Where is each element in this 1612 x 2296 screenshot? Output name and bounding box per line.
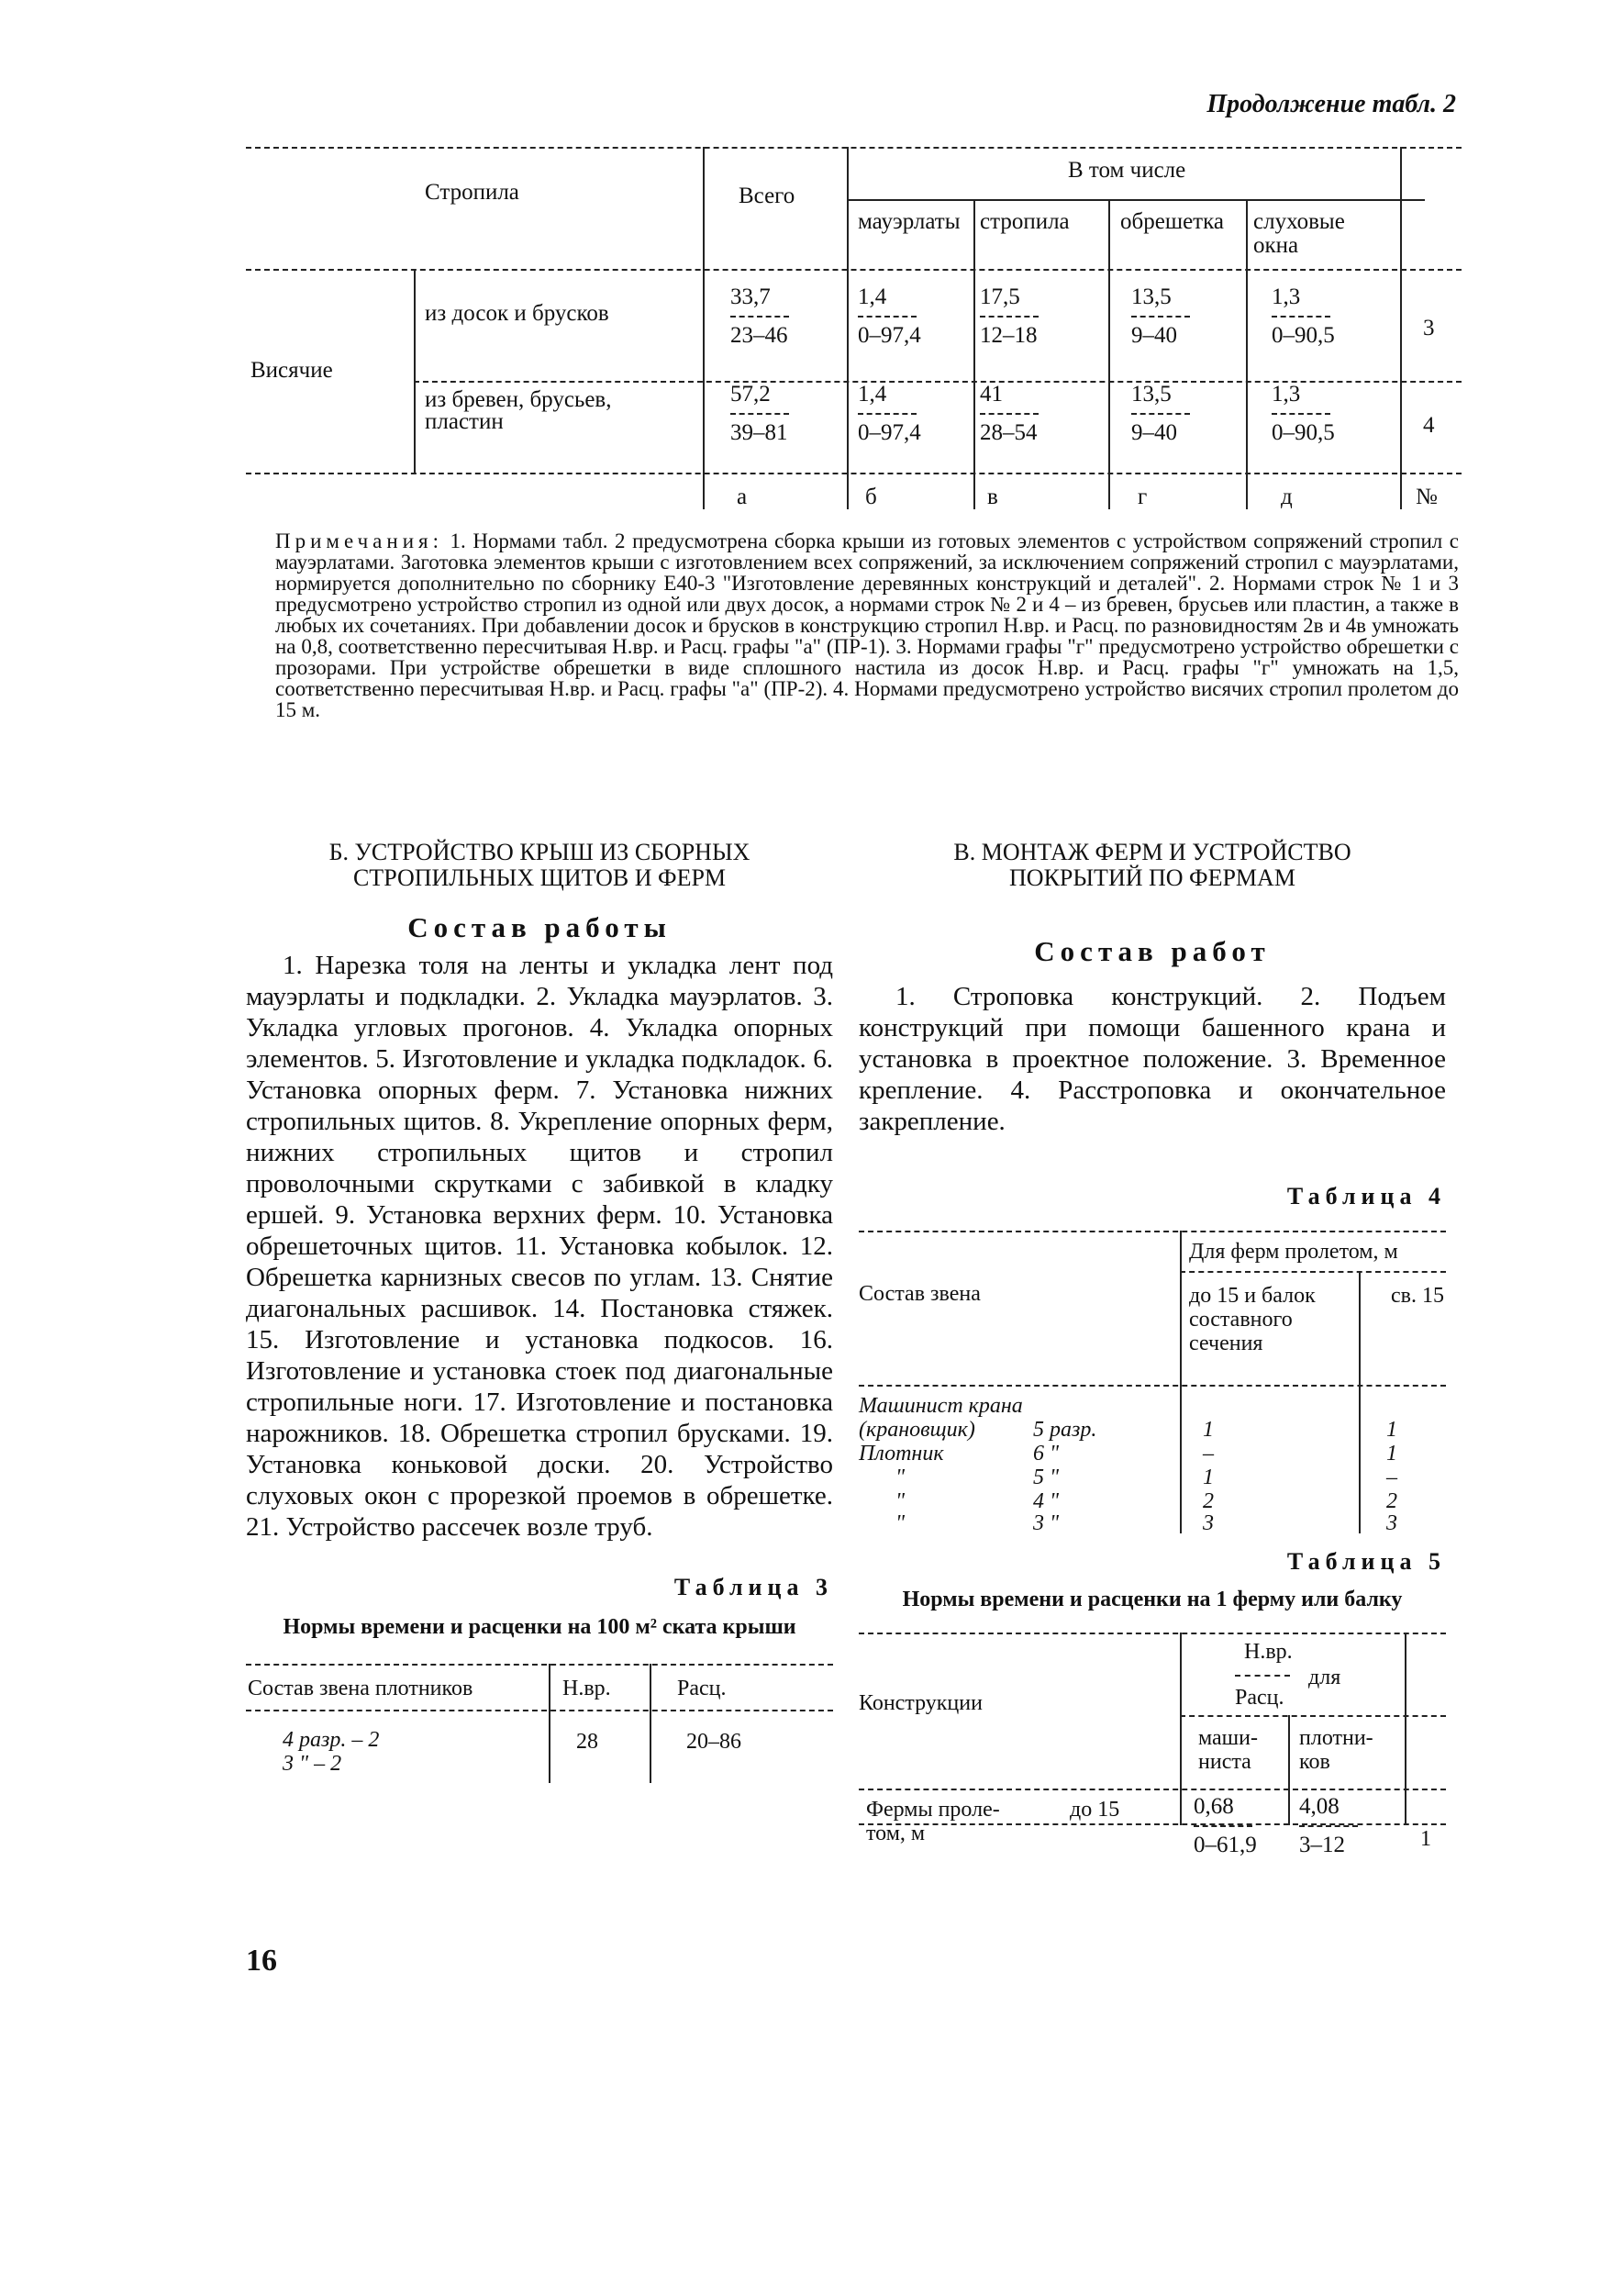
section-c-text: 1. Строповка конструкций. 2. Подъем конструкций при помощи башенного крана и установка в проектное положение. 3. Временное крепление. 4. Расстроповка и окончательное закрепление. — [859, 982, 1446, 1136]
header-for: для — [1308, 1666, 1341, 1689]
column-letter: б — [865, 485, 877, 509]
rafters-value: 41 28–54 — [980, 382, 1038, 445]
crew-grade: 3 " — [1033, 1511, 1060, 1535]
notes-label: Примечания: — [275, 529, 443, 552]
count-span-15: 1 — [1203, 1466, 1214, 1489]
section-b-subtitle: Состав работы — [407, 911, 672, 943]
row-span: до 15 — [1070, 1798, 1120, 1822]
count-span-over-15: – — [1386, 1466, 1397, 1489]
header-span-15: до 15 и балок — [1189, 1284, 1316, 1308]
header-span-15: сечения — [1189, 1332, 1263, 1355]
crew-name: (крановщик) — [859, 1418, 975, 1442]
table-rule — [1180, 1633, 1182, 1825]
table-rule — [703, 147, 705, 509]
table-rule — [1180, 1231, 1182, 1533]
crew-name: " — [895, 1466, 906, 1489]
section-b-title: Б. УСТРОЙСТВО КРЫШ ИЗ СБОРНЫХ — [328, 839, 750, 865]
header-crew: Состав звена — [859, 1282, 981, 1306]
header-machinist: маши- — [1198, 1726, 1258, 1750]
crew-name: Плотник — [859, 1442, 944, 1466]
header-rasc: Расц. — [677, 1677, 727, 1700]
row-label: из бревен, брусьев, — [425, 387, 612, 412]
header-lathing: обрешетка — [1120, 209, 1224, 234]
table-4-label: Таблица 4 — [1286, 1183, 1446, 1209]
row-label: Фермы проле- — [866, 1798, 1000, 1822]
dormer-value: 1,3 0–90,5 — [1272, 284, 1335, 348]
header-dormer: слуховые — [1253, 209, 1345, 234]
group-label: Висячие — [250, 358, 333, 383]
table-rule — [246, 269, 1462, 271]
crew-grade: 5 разр. — [1033, 1418, 1097, 1442]
header-rafters: Стропила — [425, 180, 519, 205]
table-notes — [275, 530, 1459, 720]
row-number: 1 — [1420, 1827, 1431, 1851]
header-total: Всего — [739, 184, 795, 208]
continuation-label: Продолжение табл. 2 — [1206, 90, 1456, 118]
lathing-value: 13,5 9–40 — [1131, 382, 1190, 446]
count-span-over-15: 3 — [1386, 1511, 1397, 1535]
rafters-value: 17,5 12–18 — [980, 284, 1038, 348]
right-column — [859, 839, 1446, 1857]
table-rule — [246, 473, 1462, 474]
section-c-title: ПОКРЫТИЙ ПО ФЕРМАМ — [1009, 864, 1295, 891]
crew-grade: 4 разр. – 2 — [283, 1728, 380, 1752]
section-c-subtitle: Состав работ — [1034, 935, 1271, 967]
mauerlat-value: 1,4 0–97,4 — [858, 284, 921, 348]
left-column — [246, 840, 833, 1801]
total-value: 57,2 39–81 — [730, 382, 788, 445]
table-rule — [650, 1664, 651, 1783]
crew-name: Машинист крана — [859, 1394, 1023, 1418]
machinist-value: 0,68 0–61,9 — [1194, 1794, 1257, 1857]
crew-name: " — [895, 1511, 906, 1535]
header-span-over-15: св. 15 — [1391, 1284, 1444, 1308]
table-rule — [414, 269, 416, 473]
table-3-label: Таблица 3 — [673, 1574, 833, 1600]
table-3-caption: Нормы времени и расценки на 100 м² ската крыши — [283, 1615, 796, 1639]
total-value: 33,7 23–46 — [730, 284, 788, 348]
table-rule — [549, 1664, 550, 1783]
column-letter: г — [1138, 485, 1148, 509]
table-rule — [859, 1823, 1446, 1825]
table-3 — [246, 1664, 833, 1801]
crew-name: " — [895, 1489, 906, 1513]
notes-text: 1. Нормами табл. 2 предусмотрена сборка крыши из готовых элементов с устройством сопряжений стропил с мауэрлатами. Заготовка элементов крыши с изготовлением всех сопряжений, за исключением сопряжений стропил с мауэрлатами, нормируется дополнительно по сборнику Е40-3 "Изготовление деревянных конструкций и деталей". 2. Нормами строк № 1 и 3 предусмотрено устройство стропил из одной или двух досок, а нормами строк № 2 и 4 – из бревен, брусьев или пластин, а также в любых их сочетаниях. При добавлении досок и брусков в конструкцию стропил Н.вр. и Расц. по разновидностям 2в и 4в умножать на 0,8, соответственно пересчитывая Н.вр. и Расц. графы "а" (ПР-1). 3. Нормами графы "г" предусмотрено устройство обрешетки с прозорами. При устройстве обрешетки в виде сплошного настила из досок Н.вр. и Расц. графы "г" умножать на 1,5, соответственно пересчитывая Н.вр. и Расц. графы "а" (ПР-2). 4. Нормами предусмотрено устройство висячих стропил пролетом до 15 м. — [275, 529, 1459, 721]
section-b-title: СТРОПИЛЬНЫХ ЩИТОВ И ФЕРМ — [352, 864, 727, 891]
header-rafters-sub: стропила — [980, 209, 1070, 234]
table-5-caption: Нормы времени и расценки на 1 ферму или балку — [902, 1588, 1403, 1611]
rasc-value: 20–86 — [686, 1730, 741, 1754]
table-rule — [859, 1789, 1446, 1790]
header-span: Для ферм пролетом, м — [1189, 1240, 1398, 1264]
header-carpenters: плотни- — [1299, 1726, 1373, 1750]
count-span-over-15: 2 — [1386, 1489, 1397, 1513]
lathing-value: 13,5 9–40 — [1131, 284, 1190, 349]
count-span-15: 1 — [1203, 1418, 1214, 1442]
row-number: 3 — [1423, 316, 1435, 340]
table-5-label: Таблица 5 — [1286, 1548, 1446, 1575]
header-dormer: окна — [1253, 233, 1299, 258]
row-label: из досок и брусков — [425, 301, 609, 326]
count-span-15: 3 — [1203, 1511, 1214, 1535]
table-4 — [859, 1231, 1446, 1533]
carpenters-value: 4,08 3–12 — [1299, 1794, 1358, 1858]
row-number: 4 — [1423, 413, 1435, 438]
header-crew: Состав звена плотников — [248, 1677, 473, 1700]
row-label: пластин — [425, 409, 504, 434]
header-nvr: Н.вр. — [1244, 1640, 1293, 1664]
table-rule — [859, 1231, 1446, 1232]
table-5 — [859, 1633, 1446, 1857]
mauerlat-value: 1,4 0–97,4 — [858, 382, 921, 445]
table-rule — [1246, 199, 1248, 509]
crew-grade: 5 " — [1033, 1466, 1060, 1489]
table-rule — [859, 1633, 1446, 1634]
table-rule — [1400, 147, 1402, 509]
header-including: В том числе — [1068, 158, 1186, 183]
count-span-over-15: 1 — [1386, 1418, 1397, 1442]
table-rule — [847, 147, 849, 509]
section-c-title: В. МОНТАЖ ФЕРМ И УСТРОЙСТВО — [953, 839, 1351, 865]
section-b-text: 1. Нарезка толя на ленты и укладка лент под мауэрлаты и подкладки. 2. Укладка мауэрлатов. 3. Укладка угловых прогонов. 4. Укладка опорных элементов. 5. Изготовление и укладка подкладок. 6. Установка опорных ферм. 7. Установка нижних стропильных щитов. 8. Укрепление опорных ферм, нижних стропильных щитов и стропил проволочными скрутками с забивкой в кладку ершей. 9. Установка верхних ферм. 10. Установка обрешеточных щитов. 11. Установка кобылок. 12. Обрешетка карнизных свесов по углам. 13. Снятие диагональных расшивок. 14. Постановка стяжек. 15. Изготовление и установка подкосов. 16. Изготовление и установка стоек под диагональные стропильные ноги. 17. Изготовление и постановка нарожников. 18. Обрешетка стропил брусками. 19. Установка коньковой доски. 20. Устройство слуховых окон с прорезкой проемов в обрешетке. 21. Устройство рассечек возле труб. — [246, 951, 833, 1542]
table-rule — [246, 147, 1462, 149]
column-letter: в — [987, 485, 998, 509]
crew-grade: 6 " — [1033, 1442, 1060, 1466]
nvr-value: 28 — [576, 1730, 598, 1754]
header-machinist: ниста — [1198, 1750, 1251, 1774]
table-rule — [246, 1664, 833, 1666]
header-constructions: Конструкции — [859, 1691, 983, 1715]
table-rule — [1288, 1715, 1290, 1825]
header-mauerlat: мауэрлаты — [858, 209, 961, 234]
table-rule — [847, 199, 1425, 201]
header-span-15: составного — [1189, 1308, 1293, 1332]
crew-grade: 3 " – 2 — [283, 1752, 342, 1776]
count-span-over-15: 1 — [1386, 1442, 1397, 1466]
table-rule — [859, 1385, 1446, 1387]
column-letter: № — [1416, 485, 1438, 509]
table-rule — [1359, 1271, 1361, 1533]
page-number: 16 — [246, 1944, 277, 1978]
count-span-15: 2 — [1203, 1489, 1214, 1513]
crew-grade: 4 " — [1033, 1489, 1060, 1513]
header-fraction-bar — [1235, 1675, 1290, 1677]
column-letter: д — [1281, 485, 1293, 509]
row-label: том, м — [866, 1822, 926, 1845]
column-letter: а — [737, 485, 748, 509]
table-rule — [1405, 1633, 1406, 1825]
header-carpenters: ков — [1299, 1750, 1330, 1774]
header-rasc: Расц. — [1235, 1686, 1284, 1710]
table-rule — [246, 1710, 833, 1711]
table-rule — [1180, 1271, 1446, 1273]
table-rule — [1108, 199, 1110, 509]
header-nvr: Н.вр. — [562, 1677, 611, 1700]
count-span-15: – — [1203, 1442, 1214, 1466]
dormer-value: 1,3 0–90,5 — [1272, 382, 1335, 445]
table-rule — [973, 199, 975, 509]
